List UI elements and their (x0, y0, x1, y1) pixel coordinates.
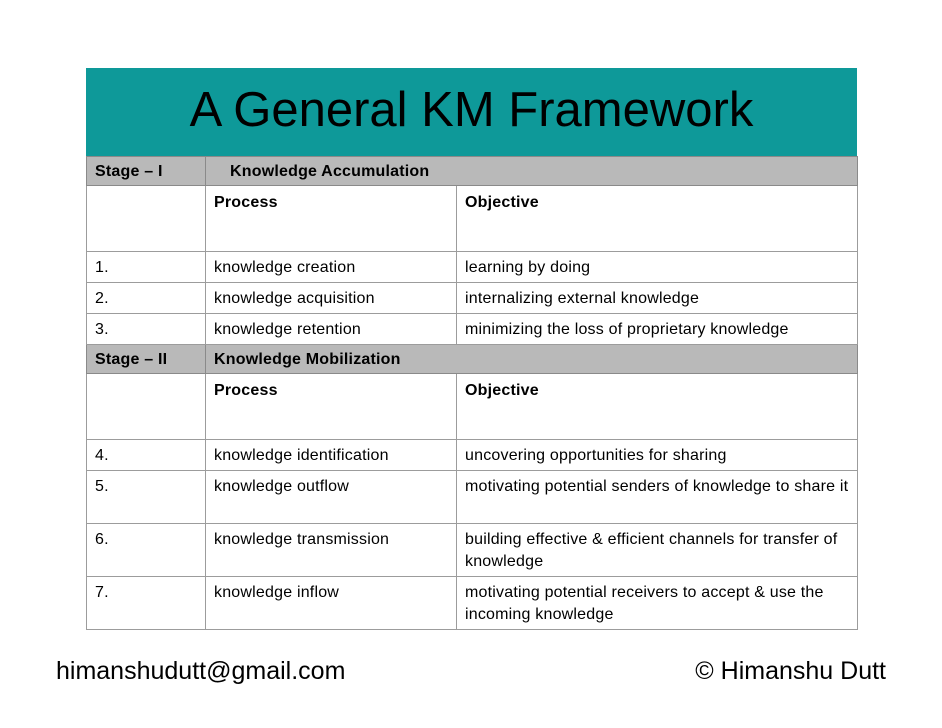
slide-title: A General KM Framework (189, 83, 754, 137)
stage-label: Stage – II (87, 345, 206, 374)
table-row (87, 577, 858, 630)
table-row (87, 471, 858, 524)
objective-cell: learning by doing (457, 252, 858, 283)
table-row (87, 252, 858, 283)
objective-cell: uncovering opportunities for sharing (457, 440, 858, 471)
empty-cell (87, 186, 206, 252)
objective-cell: motivating potential senders of knowledge to share it (457, 471, 858, 524)
objective-cell: building effective & efficient channels for transfer of knowledge (457, 524, 858, 577)
process-cell: knowledge retention (206, 314, 457, 345)
objective-cell: internalizing external knowledge (457, 283, 858, 314)
process-cell: knowledge creation (206, 252, 457, 283)
km-framework-table (86, 156, 858, 630)
row-number: 7. (87, 577, 206, 630)
table-row (87, 283, 858, 314)
header-row (87, 186, 858, 252)
row-number: 5. (87, 471, 206, 524)
empty-cell (87, 374, 206, 440)
footer-copyright: © Himanshu Dutt (695, 657, 886, 685)
row-number: 4. (87, 440, 206, 471)
process-cell: knowledge identification (206, 440, 457, 471)
objective-header: Objective (457, 374, 858, 440)
row-number: 1. (87, 252, 206, 283)
process-cell: knowledge acquisition (206, 283, 457, 314)
process-cell: knowledge transmission (206, 524, 457, 577)
row-number: 2. (87, 283, 206, 314)
objective-cell: minimizing the loss of proprietary knowledge (457, 314, 858, 345)
stage-name: Knowledge Mobilization (206, 345, 858, 374)
table-row (87, 524, 858, 577)
process-header: Process (206, 186, 457, 252)
stage-name: Knowledge Accumulation (206, 157, 858, 186)
objective-cell: motivating potential receivers to accept & use the incoming knowledge (457, 577, 858, 630)
stage-label: Stage – I (87, 157, 206, 186)
row-number: 6. (87, 524, 206, 577)
process-header: Process (206, 374, 457, 440)
process-cell: knowledge outflow (206, 471, 457, 524)
table-row (87, 440, 858, 471)
objective-header: Objective (457, 186, 858, 252)
table-row (87, 314, 858, 345)
stage-row (87, 345, 858, 374)
footer-email: himanshudutt@gmail.com (56, 657, 346, 685)
header-row (87, 374, 858, 440)
stage-row (87, 157, 858, 186)
process-cell: knowledge inflow (206, 577, 457, 630)
row-number: 3. (87, 314, 206, 345)
